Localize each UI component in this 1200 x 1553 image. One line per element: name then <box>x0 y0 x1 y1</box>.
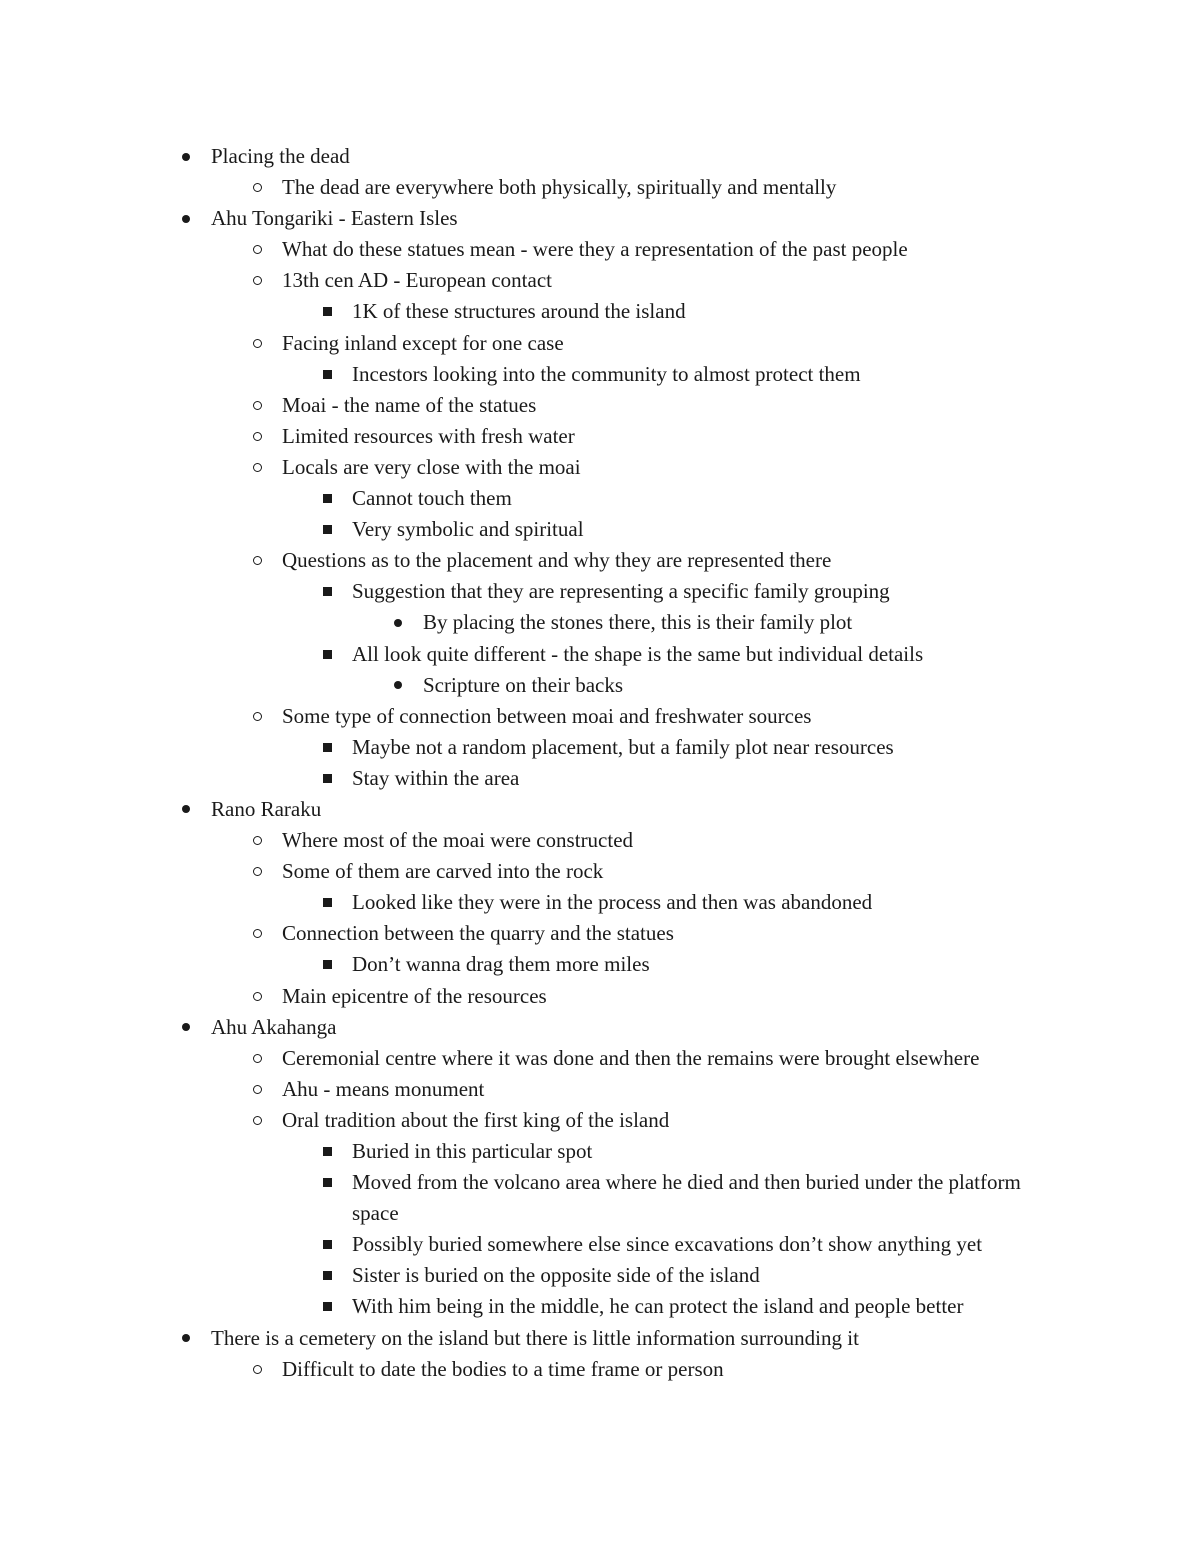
bullet-square-icon <box>317 483 337 514</box>
bullet-dot-icon <box>176 203 196 234</box>
list-item-text: Questions as to the placement and why they are represented there <box>282 548 832 573</box>
list-item-level-2 <box>0 825 1200 856</box>
list-item-text: Moai - the name of the statues <box>282 392 537 417</box>
bullet-circle-icon <box>247 918 267 949</box>
bullet-dot-icon <box>176 1012 196 1043</box>
bullet-circle-icon <box>247 421 267 452</box>
list-item-level-1 <box>0 794 1200 825</box>
list-item-level-3 <box>0 732 1200 763</box>
list-item-level-3 <box>0 483 1200 514</box>
list-item-level-3 <box>0 1167 1200 1229</box>
list-item-text: Difficult to date the bodies to a time frame or person <box>282 1356 724 1381</box>
bullet-square-icon <box>317 1229 337 1260</box>
bullet-dot-icon <box>388 607 408 638</box>
list-item-text: All look quite different - the shape is the same but individual details <box>352 641 924 666</box>
bullet-dot-icon <box>388 670 408 701</box>
list-item-level-2 <box>0 265 1200 296</box>
list-item-text: Ahu - means monument <box>282 1076 485 1101</box>
list-item-text: Limited resources with fresh water <box>282 423 575 448</box>
list-item-text: Locals are very close with the moai <box>282 454 581 479</box>
bullet-square-icon <box>317 514 337 545</box>
bullet-square-icon <box>317 949 337 980</box>
list-item-level-1 <box>0 1012 1200 1043</box>
list-item-text: Ahu Tongariki - Eastern Isles <box>211 206 458 231</box>
list-item-level-3 <box>0 1260 1200 1291</box>
list-item-text: Stay within the area <box>352 765 520 790</box>
list-item-text: Looked like they were in the process and then was abandoned <box>352 890 873 915</box>
list-item-text: Ceremonial centre where it was done and then the remains were brought elsewhere <box>282 1045 980 1070</box>
list-item-text: Suggestion that they are representing a specific family grouping <box>352 579 890 604</box>
bullet-square-icon <box>317 1291 337 1322</box>
list-item-text: With him being in the middle, he can protect the island and people better <box>352 1294 964 1319</box>
list-item-text: Main epicentre of the resources <box>282 983 547 1008</box>
list-item-text: Don’t wanna drag them more miles <box>352 952 650 977</box>
list-item-level-2 <box>0 545 1200 576</box>
bullet-dot-icon <box>176 141 196 172</box>
list-item-level-3 <box>0 359 1200 390</box>
list-item-level-3 <box>0 887 1200 918</box>
bullet-circle-icon <box>247 265 267 296</box>
list-item-level-2 <box>0 172 1200 203</box>
list-item-text: Connection between the quarry and the statues <box>282 921 674 946</box>
list-item-level-2 <box>0 918 1200 949</box>
list-item-text: The dead are everywhere both physically, spiritually and mentally <box>282 175 837 200</box>
bullet-circle-icon <box>247 981 267 1012</box>
bullet-square-icon <box>317 763 337 794</box>
list-item-level-2 <box>0 452 1200 483</box>
list-item-level-2 <box>0 390 1200 421</box>
bullet-square-icon <box>317 576 337 607</box>
list-item-text: Sister is buried on the opposite side of the island <box>352 1263 760 1288</box>
list-item-text: Placing the dead <box>211 144 350 168</box>
list-item-level-2 <box>0 1074 1200 1105</box>
list-item-level-3 <box>0 576 1200 607</box>
list-item-text: Ahu Akahanga <box>211 1014 337 1039</box>
bullet-circle-icon <box>247 452 267 483</box>
bullet-square-icon <box>317 1260 337 1291</box>
list-item-level-3 <box>0 763 1200 794</box>
bullet-square-icon <box>317 359 337 390</box>
list-item-level-2 <box>0 1354 1200 1385</box>
list-item-level-2 <box>0 701 1200 732</box>
bullet-square-icon <box>317 639 337 670</box>
list-item-level-2 <box>0 421 1200 452</box>
list-item-level-2 <box>0 328 1200 359</box>
list-item-text: Rano Raraku <box>211 796 322 821</box>
list-item-text: Cannot touch them <box>352 486 512 511</box>
list-item-text: Maybe not a random placement, but a family plot near resources <box>352 734 894 759</box>
bullet-circle-icon <box>247 1354 267 1385</box>
list-item-text: Where most of the moai were constructed <box>282 828 634 853</box>
list-item-level-3 <box>0 1136 1200 1167</box>
bullet-circle-icon <box>247 1105 267 1136</box>
list-item-level-3 <box>0 514 1200 545</box>
bullet-circle-icon <box>247 1043 267 1074</box>
bullet-square-icon <box>317 887 337 918</box>
list-item-level-3 <box>0 639 1200 670</box>
bullet-circle-icon <box>247 328 267 359</box>
list-item-text: Moved from the volcano area where he died and then buried under the platform space <box>352 1170 1021 1226</box>
bullet-circle-icon <box>247 1074 267 1105</box>
list-item-text: There is a cemetery on the island but there is little information surrounding it <box>211 1325 859 1350</box>
list-item-level-3 <box>0 949 1200 980</box>
list-item-text: Very symbolic and spiritual <box>352 517 584 542</box>
list-item-level-1 <box>0 203 1200 234</box>
list-item-level-2 <box>0 1043 1200 1074</box>
bullet-dot-icon <box>176 1323 196 1354</box>
list-item-text: Buried in this particular spot <box>352 1139 593 1163</box>
list-item-level-2 <box>0 234 1200 265</box>
list-item-level-4 <box>0 670 1200 701</box>
list-item-level-2 <box>0 981 1200 1012</box>
list-item-text: By placing the stones there, this is their family plot <box>423 610 853 635</box>
bullet-list <box>0 141 1200 1385</box>
list-item-level-4 <box>0 607 1200 638</box>
list-item-text: Possibly buried somewhere else since excavations don’t show anything yet <box>352 1232 983 1257</box>
list-item-text: Some of them are carved into the rock <box>282 859 604 884</box>
bullet-circle-icon <box>247 390 267 421</box>
list-item-level-2 <box>0 1105 1200 1136</box>
bullet-circle-icon <box>247 234 267 265</box>
bullet-circle-icon <box>247 172 267 203</box>
list-item-text: Incestors looking into the community to almost protect them <box>352 361 861 386</box>
bullet-square-icon <box>317 296 337 327</box>
list-item-level-3 <box>0 1229 1200 1260</box>
list-item-level-3 <box>0 1291 1200 1322</box>
bullet-dot-icon <box>176 794 196 825</box>
list-item-text: Facing inland except for one case <box>282 330 564 355</box>
list-item-text: What do these statues mean - were they a representation of the past people <box>282 237 908 262</box>
bullet-circle-icon <box>247 825 267 856</box>
bullet-circle-icon <box>247 701 267 732</box>
list-item-level-2 <box>0 856 1200 887</box>
bullet-circle-icon <box>247 545 267 576</box>
list-item-text: 13th cen AD - European contact <box>282 268 552 293</box>
list-item-level-1 <box>0 141 1200 172</box>
bullet-square-icon <box>317 732 337 763</box>
bullet-circle-icon <box>247 856 267 887</box>
list-item-text: Some type of connection between moai and freshwater sources <box>282 703 812 728</box>
bullet-square-icon <box>317 1136 337 1167</box>
list-item-text: Oral tradition about the first king of the island <box>282 1107 670 1132</box>
list-item-text: Scripture on their backs <box>423 672 624 697</box>
list-item-level-3 <box>0 296 1200 327</box>
list-item-text: 1K of these structures around the island <box>352 299 686 324</box>
list-item-level-1 <box>0 1323 1200 1354</box>
bullet-square-icon <box>317 1167 337 1198</box>
